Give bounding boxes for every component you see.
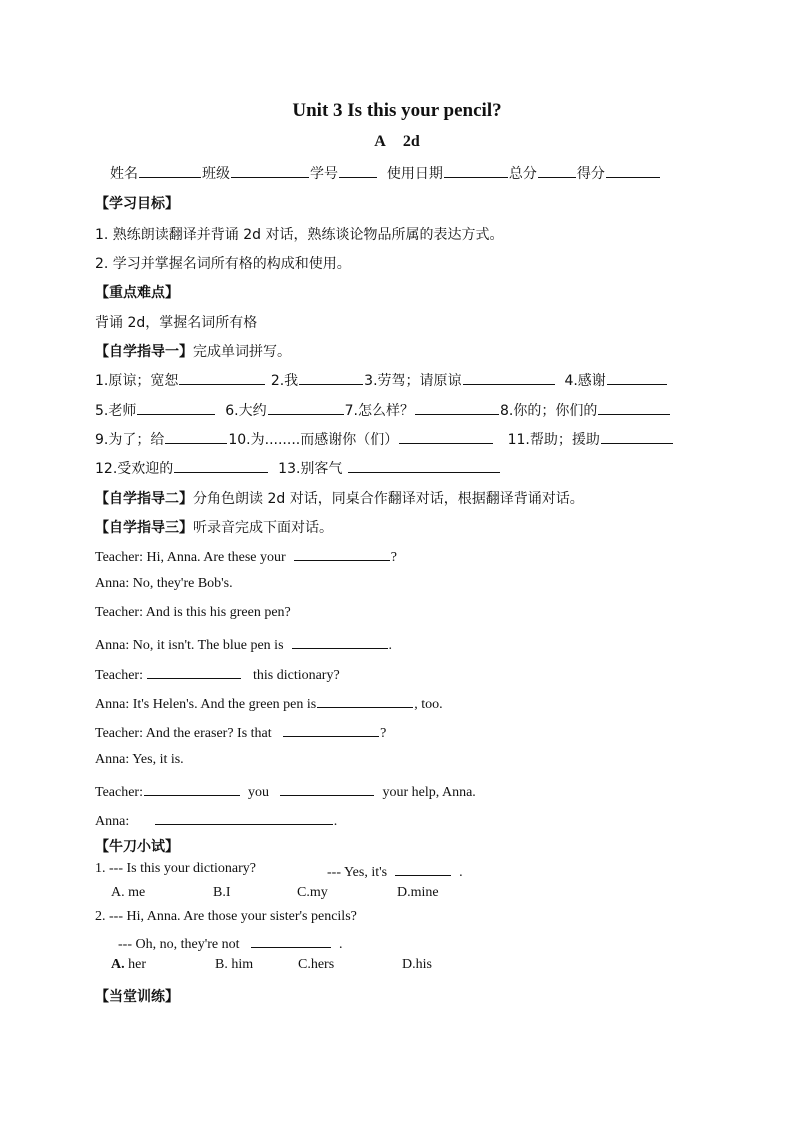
dialogue-blank-5[interactable]	[283, 722, 379, 737]
vocab-row-4	[95, 458, 501, 478]
dialogue-text: .	[388, 638, 393, 653]
dialogue-blank-3[interactable]	[147, 664, 241, 679]
guide-1-text: 完成单词拼写。	[193, 344, 291, 360]
quiz-blank-2[interactable]	[251, 933, 331, 948]
quiz-question-2: 2. --- Hi, Anna. Are those your sister's pencils?	[95, 909, 357, 924]
dialogue-line-1	[95, 546, 397, 566]
class-blank[interactable]	[231, 163, 309, 178]
vocab-row-2	[95, 400, 671, 420]
dialogue-line-2: Anna: No, they're Bob's.	[95, 576, 233, 591]
vocab-10: 10.为........而感谢你（们）	[228, 432, 399, 448]
quiz-text: .	[459, 865, 463, 880]
vocab-3-blank[interactable]	[463, 370, 555, 385]
quiz-text: --- Oh, no, they're not	[118, 937, 240, 952]
vocab-12-blank[interactable]	[174, 458, 268, 473]
dialogue-text: Anna:	[95, 814, 130, 829]
vocab-2: 2.我	[270, 373, 299, 389]
date-label: 使用日期	[386, 166, 443, 182]
dialogue-text: , too.	[414, 697, 443, 712]
number-blank[interactable]	[339, 163, 377, 178]
vocab-11: 11.帮助；援助	[507, 432, 600, 448]
student-info-row	[110, 163, 661, 183]
dialogue-blank-4[interactable]	[317, 693, 413, 708]
guide-1	[95, 341, 291, 361]
dialogue-text: Teacher:	[95, 785, 143, 800]
q1-option-d[interactable]: D.mine	[397, 885, 439, 900]
q1-option-a[interactable]: A. me	[111, 885, 146, 900]
score-blank[interactable]	[606, 163, 660, 178]
total-label: 总分	[508, 166, 537, 182]
vocab-4: 4.感谢	[564, 373, 606, 389]
vocab-10-blank[interactable]	[399, 429, 493, 444]
q2-option-a-letter: A.	[111, 957, 125, 972]
dialogue-blank-8[interactable]	[155, 810, 333, 825]
dialogue-line-8: Anna: Yes, it is.	[95, 752, 184, 767]
vocab-8: 8.你的；你们的	[499, 403, 598, 419]
vocab-7: 7.怎么样？	[344, 403, 414, 419]
guide-1-heading: 【自学指导一】	[95, 344, 193, 360]
class-label: 班级	[202, 166, 230, 182]
dialogue-line-10	[95, 810, 337, 830]
quiz-question-1	[95, 861, 256, 877]
vocab-12: 12.受欢迎的	[95, 461, 174, 477]
dialogue-text: Teacher: And the eraser? Is that	[95, 726, 272, 741]
dialogue-blank-2[interactable]	[292, 634, 388, 649]
dialogue-text: your help, Anna.	[382, 785, 476, 800]
guide-3-text: 听录音完成下面对话。	[193, 520, 333, 536]
q2-option-d[interactable]: D.his	[402, 957, 432, 972]
dialogue-line-5	[95, 664, 340, 684]
quiz-text: 1. --- Is this your dictionary?	[95, 861, 256, 876]
vocab-8-blank[interactable]	[598, 400, 670, 415]
vocab-6-blank[interactable]	[268, 400, 344, 415]
dialogue-text: Anna: No, it isn't. The blue pen is	[95, 638, 284, 653]
vocab-1: 1.原谅；宽恕	[95, 373, 179, 389]
dialogue-line-6	[95, 693, 443, 713]
quiz-answer-2	[118, 933, 343, 953]
vocab-7-blank[interactable]	[415, 400, 499, 415]
keypoints-heading: 【重点难点】	[95, 285, 179, 301]
vocab-9-blank[interactable]	[165, 429, 227, 444]
vocab-2-blank[interactable]	[299, 370, 363, 385]
dialogue-text: Anna: It's Helen's. And the green pen is	[95, 697, 317, 712]
dialogue-line-9	[95, 781, 476, 801]
goal-1: 1. 熟练朗读翻译并背诵 2d 对话，熟练谈论物品所属的表达方式。	[95, 227, 504, 243]
total-blank[interactable]	[538, 163, 576, 178]
guide-3-heading: 【自学指导三】	[95, 520, 193, 536]
name-blank[interactable]	[139, 163, 201, 178]
name-label: 姓名	[110, 166, 138, 182]
vocab-3: 3.劳驾；请原谅	[364, 373, 462, 389]
q1-option-b[interactable]: B.I	[213, 885, 231, 900]
vocab-9: 9.为了；给	[95, 432, 165, 448]
quiz-text: .	[339, 937, 343, 952]
dialogue-text: this dictionary?	[252, 668, 340, 683]
guide-2	[95, 488, 584, 508]
quiz-answer-1	[327, 861, 463, 881]
q2-option-a[interactable]	[111, 957, 146, 973]
date-blank[interactable]	[444, 163, 508, 178]
vocab-1-blank[interactable]	[179, 370, 265, 385]
q2-option-a-text: her	[124, 957, 147, 972]
dialogue-text: you	[247, 785, 269, 800]
page-subtitle: A 2d	[374, 133, 420, 150]
vocab-6: 6.大约	[225, 403, 267, 419]
quiz-text: --- Yes, it's	[327, 865, 388, 880]
vocab-11-blank[interactable]	[601, 429, 673, 444]
q2-option-b[interactable]: B. him	[215, 957, 254, 972]
vocab-4-blank[interactable]	[607, 370, 667, 385]
keypoints-text: 背诵 2d，掌握名词所有格	[95, 315, 258, 331]
q2-option-c[interactable]: C.hers	[298, 957, 335, 972]
vocab-5-blank[interactable]	[137, 400, 215, 415]
number-label: 学号	[310, 166, 338, 182]
dialogue-line-3: Teacher: And is this his green pen?	[95, 605, 291, 620]
dialogue-blank-7[interactable]	[280, 781, 374, 796]
vocab-5: 5.老师	[95, 403, 137, 419]
dialogue-text: .	[333, 814, 338, 829]
quiz-blank-1[interactable]	[395, 861, 451, 876]
practice-heading: 【当堂训练】	[95, 989, 179, 1005]
dialogue-text: ?	[390, 550, 397, 565]
score-label: 得分	[576, 166, 605, 182]
guide-2-text: 分角色朗读 2d 对话，同桌合作翻译对话，根据翻译背诵对话。	[193, 491, 584, 507]
dialogue-line-7	[95, 722, 386, 742]
vocab-13-blank[interactable]	[348, 458, 500, 473]
guide-2-heading: 【自学指导二】	[95, 491, 193, 507]
dialogue-text: Teacher:	[95, 668, 143, 683]
page-title: Unit 3 Is this your pencil?	[292, 100, 502, 121]
dialogue-blank-6[interactable]	[144, 781, 240, 796]
goal-2: 2. 学习并掌握名词所有格的构成和使用。	[95, 256, 351, 272]
dialogue-text: ?	[380, 726, 387, 741]
vocab-row-1	[95, 370, 668, 390]
vocab-13: 13.别客气	[278, 461, 343, 477]
goals-heading: 【学习目标】	[95, 196, 179, 212]
dialogue-text: Teacher: Hi, Anna. Are these your	[95, 550, 286, 565]
q1-option-c[interactable]: C.my	[297, 885, 328, 900]
dialogue-blank-1[interactable]	[294, 546, 390, 561]
quiz-heading: 【牛刀小试】	[95, 839, 179, 855]
guide-3	[95, 517, 333, 537]
vocab-row-3	[95, 429, 674, 449]
dialogue-line-4	[95, 634, 392, 654]
